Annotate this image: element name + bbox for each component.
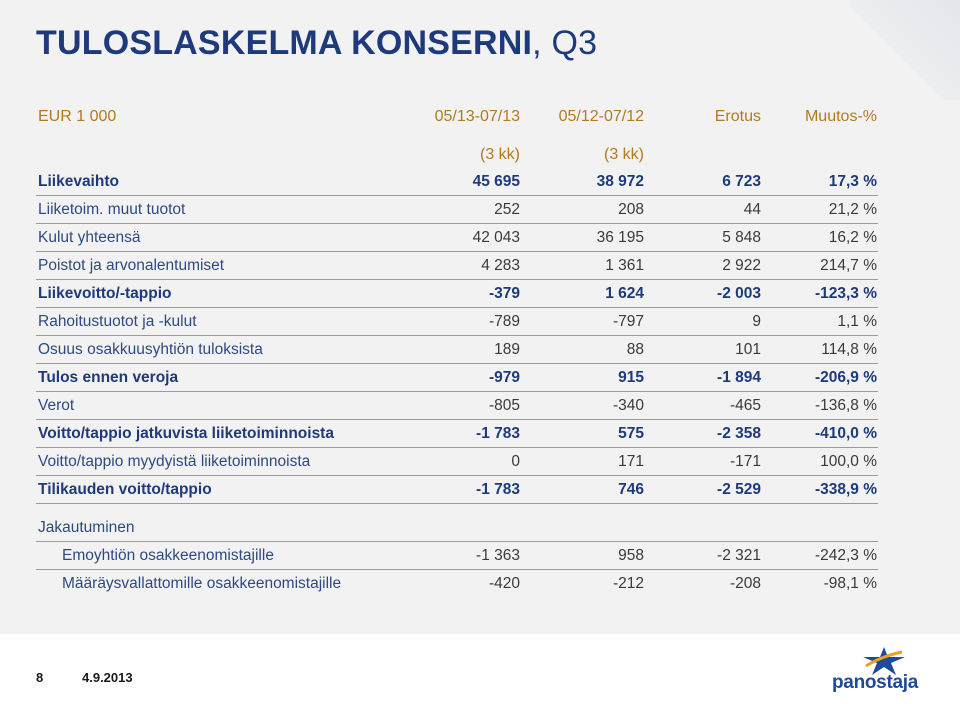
row-label: Voitto/tappio myydyistä liiketoiminnoista <box>38 453 311 470</box>
row-value-current: 42 043 <box>472 229 520 246</box>
row-label: Liiketoim. muut tuotot <box>38 201 186 218</box>
page-title <box>36 24 597 63</box>
section-row <box>36 514 878 542</box>
table-row <box>36 336 878 364</box>
row-value-previous: 1 361 <box>605 257 644 274</box>
row-value-change: 1,1 % <box>837 313 877 330</box>
row-value-change: -98,1 % <box>823 575 877 592</box>
row-label: Emoyhtiön osakkeenomistajille <box>62 547 274 564</box>
row-value-previous: 958 <box>618 547 644 564</box>
title-separator: , <box>532 24 552 62</box>
page-number: 8 <box>36 670 44 685</box>
row-value-difference: -171 <box>729 453 761 470</box>
row-value-change: 100,0 % <box>820 453 877 470</box>
subheader-months-current: (3 kk) <box>480 146 520 163</box>
row-value-current: -379 <box>488 285 520 302</box>
row-value-current: 4 283 <box>481 257 520 274</box>
footer-date: 4.9.2013 <box>82 670 133 685</box>
row-value-difference: 6 723 <box>722 173 761 190</box>
row-value-previous: -340 <box>612 397 644 414</box>
row-value-previous: 575 <box>618 425 644 442</box>
row-value-current: -1 363 <box>476 547 520 564</box>
subheader-months-previous: (3 kk) <box>604 146 644 163</box>
row-value-current: -789 <box>488 313 520 330</box>
table-row <box>36 420 878 448</box>
row-value-change: -242,3 % <box>814 547 877 564</box>
table-header-row <box>36 104 878 131</box>
row-value-change: 214,7 % <box>820 257 877 274</box>
row-value-change: 16,2 % <box>828 229 877 246</box>
header-currency: EUR 1 000 <box>38 108 117 125</box>
row-value-difference: -208 <box>729 575 761 592</box>
row-label: Liikevoitto/-tappio <box>38 285 172 302</box>
row-value-previous: 208 <box>618 201 644 218</box>
row-value-previous: 88 <box>626 341 644 358</box>
row-label: Kulut yhteensä <box>38 229 141 246</box>
header-period-previous: 05/12-07/12 <box>558 108 644 125</box>
row-value-current: 252 <box>494 201 520 218</box>
table-subheader-row <box>36 141 878 168</box>
row-value-current: -979 <box>488 369 520 386</box>
table-row <box>36 224 878 252</box>
row-label: Määräysvallattomille osakkeenomistajille <box>62 575 342 592</box>
row-value-change: -206,9 % <box>814 369 877 386</box>
row-value-difference: 101 <box>735 341 761 358</box>
title-quarter: Q3 <box>551 24 598 62</box>
row-value-current: 0 <box>511 453 520 470</box>
row-value-change: 21,2 % <box>828 201 877 218</box>
row-label: Tulos ennen veroja <box>38 369 179 386</box>
row-value-current: -1 783 <box>476 481 520 498</box>
row-label: Liikevaihto <box>38 173 119 190</box>
table-row <box>36 196 878 224</box>
row-value-difference: 2 922 <box>722 257 761 274</box>
table-row <box>36 168 878 196</box>
row-value-difference: -1 894 <box>717 369 761 386</box>
row-value-difference: -2 529 <box>717 481 761 498</box>
section-label: Jakautuminen <box>38 519 135 536</box>
row-value-difference: 9 <box>752 313 761 330</box>
row-value-previous: -212 <box>612 575 644 592</box>
row-value-difference: -465 <box>729 397 761 414</box>
row-value-previous: 1 624 <box>605 285 644 302</box>
row-label: Tilikauden voitto/tappio <box>38 481 212 498</box>
table-row <box>36 476 878 504</box>
row-value-current: 45 695 <box>472 173 520 190</box>
table-row <box>36 448 878 476</box>
row-value-change: -410,0 % <box>814 425 877 442</box>
header-period-current: 05/13-07/13 <box>434 108 520 125</box>
corner-decoration <box>850 0 960 100</box>
row-value-change: -338,9 % <box>814 481 877 498</box>
header-difference: Erotus <box>714 108 761 125</box>
row-value-previous: -797 <box>612 313 644 330</box>
row-value-current: -420 <box>488 575 520 592</box>
row-value-current: -805 <box>488 397 520 414</box>
table-row <box>36 570 878 597</box>
row-value-difference: 5 848 <box>722 229 761 246</box>
row-value-change: 114,8 % <box>821 341 877 358</box>
row-value-difference: -2 003 <box>717 285 761 302</box>
table-row <box>36 252 878 280</box>
logo-text: panostaja <box>832 672 918 693</box>
row-label: Osuus osakkuusyhtiön tuloksista <box>38 341 263 358</box>
row-value-change: 17,3 % <box>828 173 877 190</box>
table-row <box>36 364 878 392</box>
row-value-change: -123,3 % <box>814 285 877 302</box>
row-value-current: -1 783 <box>476 425 520 442</box>
row-label: Poistot ja arvonalentumiset <box>38 257 225 274</box>
row-value-previous: 746 <box>618 481 644 498</box>
table-row <box>36 308 878 336</box>
row-value-previous: 171 <box>618 453 644 470</box>
header-change-percent: Muutos-% <box>804 108 877 125</box>
table-row <box>36 280 878 308</box>
title-main: TULOSLASKELMA KONSERNI <box>36 24 533 62</box>
table-row <box>36 392 878 420</box>
income-statement-table <box>36 104 878 597</box>
row-value-current: 189 <box>494 341 520 358</box>
row-label: Voitto/tappio jatkuvista liiketoiminnoista <box>38 425 334 442</box>
row-value-previous: 38 972 <box>596 173 644 190</box>
row-value-difference: -2 321 <box>717 547 761 564</box>
row-value-change: -136,8 % <box>814 397 877 414</box>
row-value-difference: 44 <box>743 201 761 218</box>
table-row <box>36 542 878 570</box>
row-value-previous: 915 <box>618 369 644 386</box>
row-label: Verot <box>38 397 75 414</box>
row-label: Rahoitustuotot ja -kulut <box>38 313 197 330</box>
row-value-previous: 36 195 <box>596 229 644 246</box>
row-value-difference: -2 358 <box>717 425 761 442</box>
company-logo <box>832 646 932 700</box>
